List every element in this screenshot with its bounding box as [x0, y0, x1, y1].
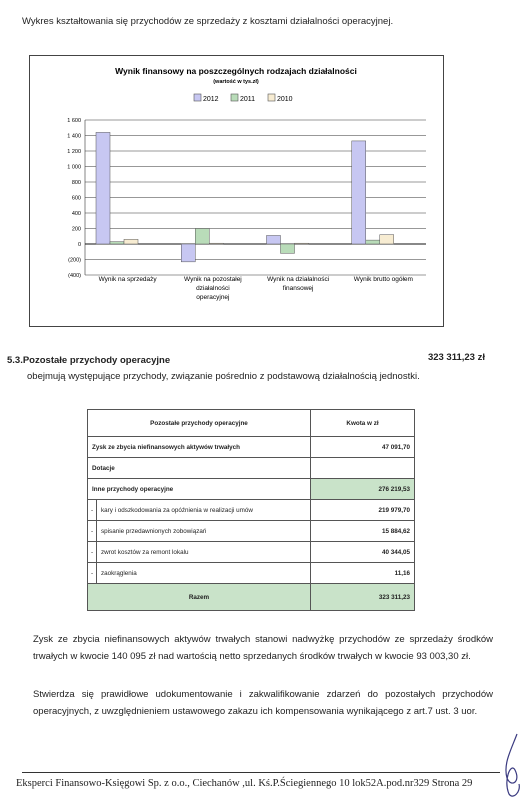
- bar: [295, 243, 309, 244]
- y-tick-label: 600: [71, 195, 81, 202]
- legend-swatch: [231, 94, 238, 101]
- bar-chart: [30, 56, 443, 326]
- table-row: [88, 437, 415, 458]
- y-tick-label: 200: [71, 226, 81, 233]
- paragraph: Stwierdza się prawidłowe udokumentowanie i zakwalifikowanie zdarzeń do pozostałych przychodów operacyjnych, z uwzględnieniem ustawowego zakazu ich kompensowania wynikającego z art.7 ust. 3 uor.: [33, 689, 493, 717]
- subrow-value: 219 979,70: [311, 500, 415, 521]
- subrow-value: 40 344,05: [311, 542, 415, 563]
- subrow-dash: -: [88, 521, 97, 542]
- bar: [352, 141, 366, 244]
- bar: [96, 132, 110, 244]
- subrow-dash: -: [88, 563, 97, 584]
- signature-mark: [497, 730, 525, 800]
- table-subrow: [88, 542, 415, 563]
- subrow-dash: -: [88, 542, 97, 563]
- x-category-label: finansowej: [282, 285, 314, 292]
- row-label: Zysk ze zbycia niefinansowych aktywów trwałych: [88, 437, 311, 458]
- row-label: Dotacje: [88, 458, 311, 479]
- chart-subtitle: (wartość w tys.zł): [213, 79, 259, 85]
- section-description: obejmują występujące przychody, związanie pośrednio z podstawową działalnością jednostki.: [27, 371, 420, 382]
- table-subrow: [88, 521, 415, 542]
- x-category-label: Wynik na pozostałej: [184, 276, 242, 283]
- subrow-value: 15 884,62: [311, 521, 415, 542]
- bar: [181, 244, 195, 262]
- bar: [195, 229, 209, 245]
- y-tick-label: 800: [71, 180, 81, 186]
- section-amount: 323 311,23 zł: [427, 352, 485, 363]
- paragraph: Zysk ze zbycia niefinansowych aktywów trwałych stanowi nadwyżkę przychodów ze sprzedaży środków trwałych w kwocie 140 095 zł nad wartością netto sprzedanych środków trwałych w kwocie 93 003,30 zł.: [33, 634, 493, 662]
- bar: [281, 244, 295, 253]
- bar: [209, 243, 223, 244]
- bar: [110, 242, 124, 244]
- subrow-label: spisanie przedawnionych zobowiązań: [97, 521, 311, 542]
- table-subrow: [88, 500, 415, 521]
- y-tick-label: 400: [71, 211, 81, 217]
- y-tick-label: 1 200: [67, 149, 81, 155]
- section-title: 5.3.Pozostałe przychody operacyjne: [7, 355, 171, 366]
- subrow-dash: -: [88, 500, 97, 521]
- bar: [366, 240, 380, 244]
- footer-divider: [22, 772, 500, 773]
- subrow-label: zwrot kosztów za remont lokalu: [97, 542, 311, 563]
- table-row: [88, 479, 415, 500]
- y-tick-label: 1 600: [67, 118, 81, 124]
- x-category-label: Wynik na działalności: [267, 276, 330, 283]
- table-header-category: Pozostałe przychody operacyjne: [88, 410, 311, 437]
- x-category-label: działalności: [196, 285, 230, 292]
- bar: [124, 239, 138, 244]
- bar: [267, 235, 281, 244]
- x-category-label: Wynik na sprzedaży: [98, 276, 157, 283]
- legend-swatch: [268, 94, 275, 101]
- table-subrow: [88, 563, 415, 584]
- subrow-label: kary i odszkodowania za opóźnienia w realizacji umów: [97, 500, 311, 521]
- subrow-value: 11,16: [311, 563, 415, 584]
- x-category-label: operacyjnej: [196, 294, 230, 301]
- y-tick-label: 1 400: [67, 133, 81, 140]
- legend-label: 2012: [203, 96, 219, 103]
- y-tick-label: 1 000: [67, 164, 81, 171]
- row-value: 276 219,53: [311, 479, 415, 500]
- chart-title: Wynik finansowy na poszczególnych rodzajach działalności: [115, 66, 357, 76]
- row-value: [311, 458, 415, 479]
- other-income-table: [87, 409, 415, 611]
- total-label: Razem: [88, 584, 311, 611]
- table-total-row: [88, 584, 415, 611]
- legend-label: 2011: [240, 96, 256, 103]
- bar: [380, 235, 394, 244]
- y-tick-label: (400): [68, 273, 81, 279]
- intro-text: Wykres kształtowania się przychodów ze sprzedaży z kosztami działalności operacyjnej.: [22, 16, 394, 27]
- legend-label: 2010: [277, 96, 293, 103]
- page-footer: Eksperci Finansowo-Księgowi Sp. z o.o., Ciechanów ,ul. Kś.P.Ściegiennego 10 lok52A.pod.nr329 Strona 29: [16, 778, 473, 789]
- row-value: 47 091,70: [311, 437, 415, 458]
- table-header-amount: Kwota w zł: [311, 410, 415, 437]
- subrow-label: zaokrąglenia: [97, 563, 311, 584]
- x-category-label: Wynik brutto ogółem: [353, 276, 413, 283]
- total-value: 323 311,23: [311, 584, 415, 611]
- y-tick-label: 0: [77, 242, 81, 248]
- legend-swatch: [194, 94, 201, 101]
- chart-frame: [29, 55, 444, 327]
- y-tick-label: (200): [68, 257, 81, 264]
- row-label: Inne przychody operacyjne: [88, 479, 311, 500]
- table-row: [88, 458, 415, 479]
